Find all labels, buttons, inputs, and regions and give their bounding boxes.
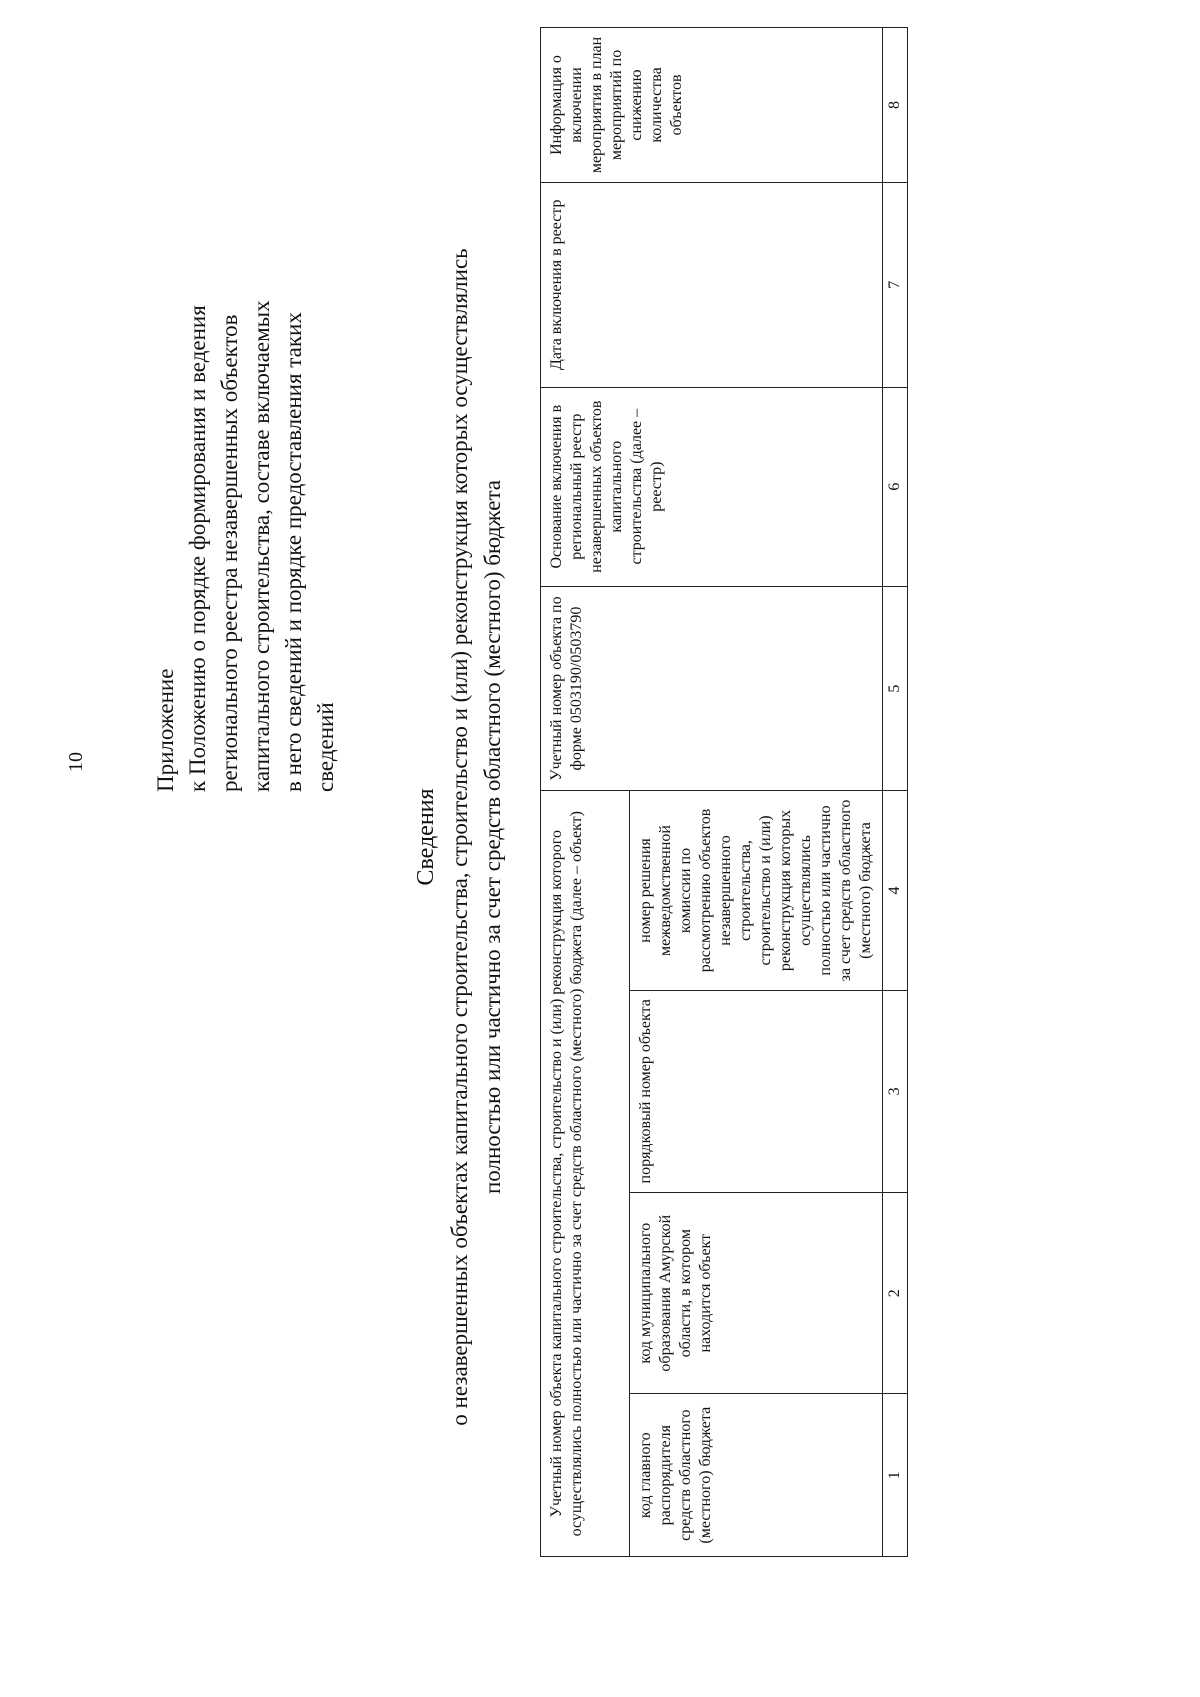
column-number: 2 bbox=[883, 1193, 908, 1394]
header-cell-col4: номер решения межведомственной комиссии по рассмотрению объектов незавершенного строительства, строительство и (или) реконструкция которых осуществлялись полностью или частично за счет средств областного (местного) бюджета bbox=[630, 791, 883, 990]
appendix-note bbox=[150, 112, 342, 792]
appendix-line: в него сведений и порядке предоставления таких bbox=[281, 312, 306, 792]
title-line-2: полностью или частично за счет средств областного (местного) бюджета bbox=[480, 480, 505, 1194]
appendix-line: регионального реестра незавершенных объектов bbox=[217, 314, 242, 792]
column-number: 6 bbox=[883, 387, 908, 586]
appendix-line: сведений bbox=[313, 702, 338, 792]
column-number: 7 bbox=[883, 182, 908, 387]
title-line-1: о незавершенных объектах капитального строительства, строительство и (или) реконструкция которых осуществлялись bbox=[447, 248, 472, 1426]
appendix-line: капитального строительства, составе включаемых bbox=[249, 300, 274, 792]
register-table bbox=[540, 27, 908, 1557]
appendix-line: Приложение bbox=[153, 668, 178, 792]
column-number: 1 bbox=[883, 1394, 908, 1557]
group-header-cell: Учетный номер объекта капитального строительства, строительство и (или) реконструкция которого осуществлялись полностью или частично за счет средств областного (местного) бюджета (далее – объект) bbox=[541, 791, 630, 1557]
header-cell-col5: Учетный номер объекта по форме 0503190/0503790 bbox=[541, 586, 883, 791]
appendix-line: к Положению о порядке формирования и ведения bbox=[185, 305, 210, 792]
header-cell-col8: Информация о включении мероприятия в план мероприятий по снижению количества объектов bbox=[541, 28, 883, 183]
header-cell-col6: Основание включения в региональный реестр незавершенных объектов капитального строительства (далее – реестр) bbox=[541, 387, 883, 586]
header-cell-col7: Дата включения в реестр bbox=[541, 182, 883, 387]
title-heading: Сведения bbox=[413, 788, 439, 886]
column-number: 8 bbox=[883, 28, 908, 183]
document-title bbox=[410, 57, 509, 1617]
header-row bbox=[541, 28, 630, 1557]
column-number: 5 bbox=[883, 586, 908, 791]
page-number: 10 bbox=[65, 752, 87, 772]
header-cell-col3: порядковый номер объекта bbox=[630, 990, 883, 1192]
header-cell-col2: код муниципального образования Амурской области, в котором находится объект bbox=[630, 1193, 883, 1394]
column-number: 4 bbox=[883, 791, 908, 990]
column-number-row bbox=[883, 28, 908, 1557]
column-number: 3 bbox=[883, 990, 908, 1192]
header-cell-col1: код главного распорядителя средств областного (местного) бюджета bbox=[630, 1394, 883, 1557]
